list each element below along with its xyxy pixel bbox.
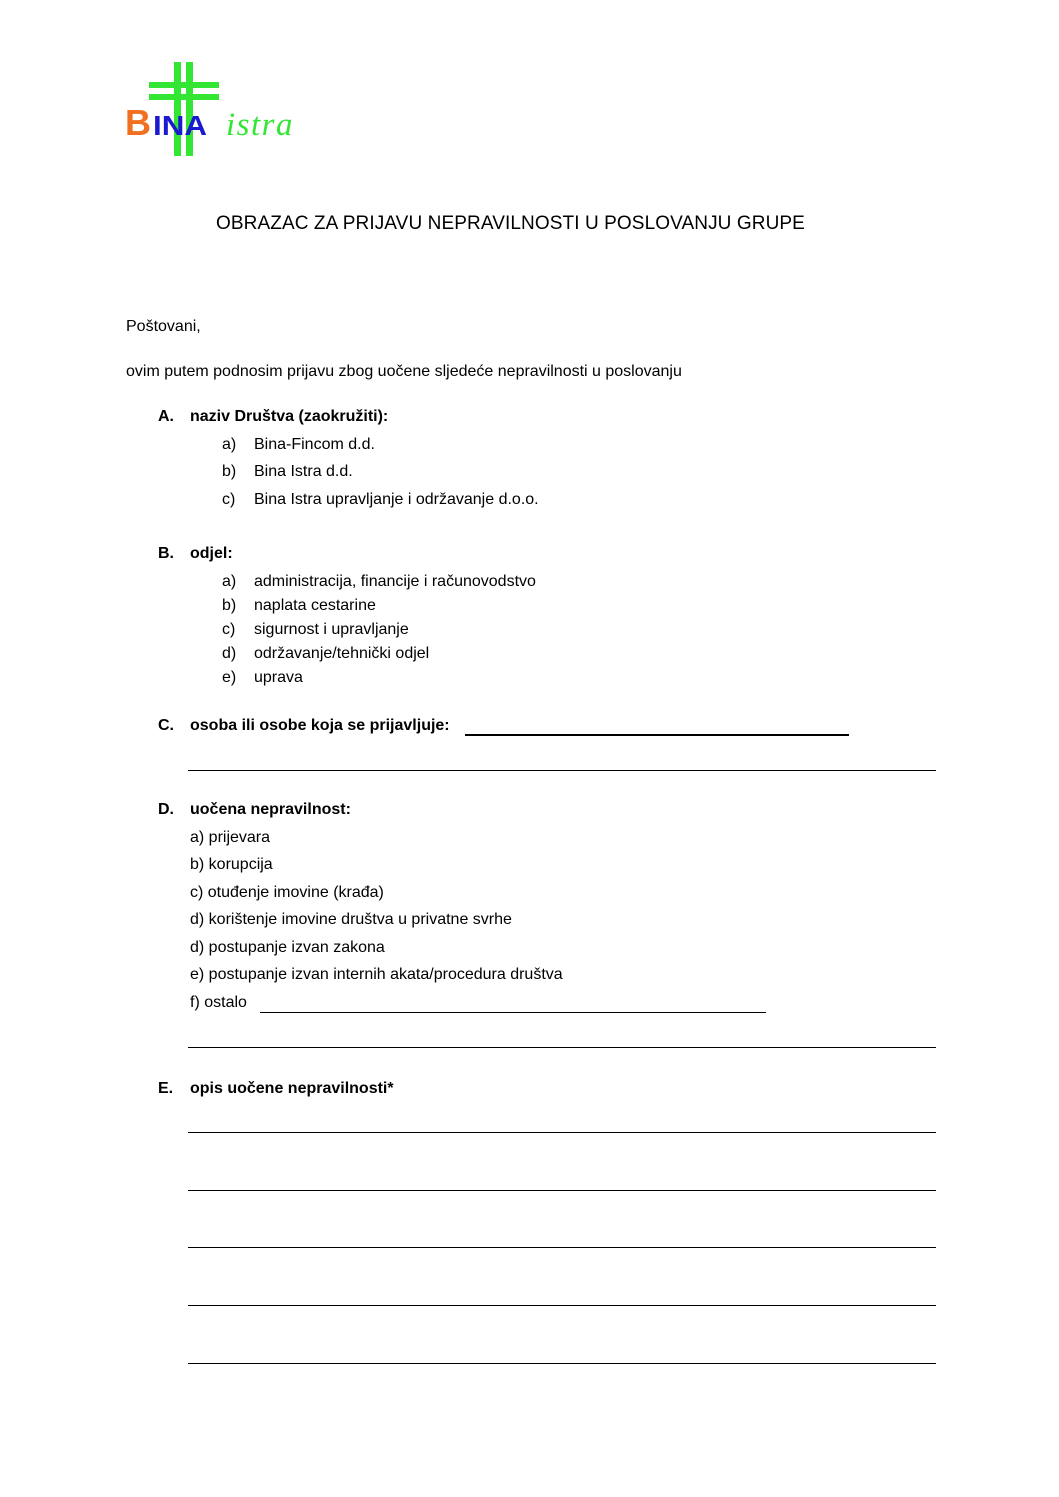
option-a-a-marker: a) — [222, 436, 237, 453]
option-dept-toll[interactable]: naplata cestarine — [254, 597, 376, 614]
option-b-a-marker: a) — [222, 573, 237, 590]
option-irregularity-corruption[interactable]: b) korupcija — [190, 856, 273, 873]
section-d-letter: D. — [158, 801, 174, 818]
option-irregularity-other[interactable]: f) ostalo — [190, 994, 247, 1011]
logo-graphic — [122, 58, 322, 158]
option-company-bina-fincom[interactable]: Bina-Fincom d.d. — [254, 436, 375, 453]
description-line-5[interactable] — [188, 1363, 936, 1364]
option-irregularity-fraud[interactable]: a) prijevara — [190, 829, 271, 846]
option-b-e-marker: e) — [222, 669, 237, 686]
section-a-heading: naziv Društva (zaokružiti): — [190, 408, 389, 425]
other-irregularity-input-line[interactable] — [260, 1012, 766, 1013]
section-a-letter: A. — [158, 408, 174, 425]
reported-person-input-line-2[interactable] — [188, 770, 936, 771]
description-line-1[interactable] — [188, 1132, 936, 1133]
section-c-heading: osoba ili osobe koja se prijavljuje: — [190, 717, 450, 734]
logo-letters-ina: INA — [153, 110, 207, 141]
other-irregularity-input-line-2[interactable] — [188, 1047, 936, 1048]
option-irregularity-procedures[interactable]: e) postupanje izvan internih akata/procedura društva — [190, 966, 563, 983]
option-irregularity-illegal[interactable]: d) postupanje izvan zakona — [190, 939, 385, 956]
description-line-2[interactable] — [188, 1190, 936, 1191]
reported-person-input-line[interactable] — [465, 734, 849, 736]
page-title: OBRAZAC ZA PRIJAVU NEPRAVILNOSTI U POSLOVANJU GRUPE — [216, 213, 805, 234]
section-e-letter: E. — [158, 1080, 174, 1097]
option-dept-security[interactable]: sigurnost i upravljanje — [254, 621, 409, 638]
intro-text: ovim putem podnosim prijavu zbog uočene sljedeće nepravilnosti u poslovanju — [126, 363, 682, 380]
section-c-letter: C. — [158, 717, 174, 734]
option-dept-administration[interactable]: administracija, financije i računovodstvo — [254, 573, 536, 590]
option-irregularity-theft[interactable]: c) otuđenje imovine (krađa) — [190, 884, 384, 901]
option-b-b-marker: b) — [222, 597, 237, 614]
bina-istra-logo — [122, 58, 322, 163]
section-b-heading: odjel: — [190, 545, 233, 562]
option-dept-maintenance[interactable]: održavanje/tehnički odjel — [254, 645, 430, 662]
description-line-4[interactable] — [188, 1305, 936, 1306]
description-line-3[interactable] — [188, 1247, 936, 1248]
section-e-heading: opis uočene nepravilnosti* — [190, 1080, 394, 1097]
option-a-b-marker: b) — [222, 463, 237, 480]
option-b-d-marker: d) — [222, 645, 237, 662]
section-d-heading: uočena nepravilnost: — [190, 801, 351, 818]
greeting: Poštovani, — [126, 318, 201, 335]
option-dept-management[interactable]: uprava — [254, 669, 303, 686]
option-company-bina-istra-uio[interactable]: Bina Istra upravljanje i održavanje d.o.o. — [254, 491, 539, 508]
logo-letter-b: B — [125, 102, 151, 143]
section-b-letter: B. — [158, 545, 174, 562]
option-company-bina-istra[interactable]: Bina Istra d.d. — [254, 463, 353, 480]
option-irregularity-private-use[interactable]: d) korištenje imovine društva u privatne svrhe — [190, 911, 512, 928]
option-a-c-marker: c) — [222, 491, 236, 508]
option-b-c-marker: c) — [222, 621, 236, 638]
logo-word-istra: istra — [226, 107, 295, 143]
